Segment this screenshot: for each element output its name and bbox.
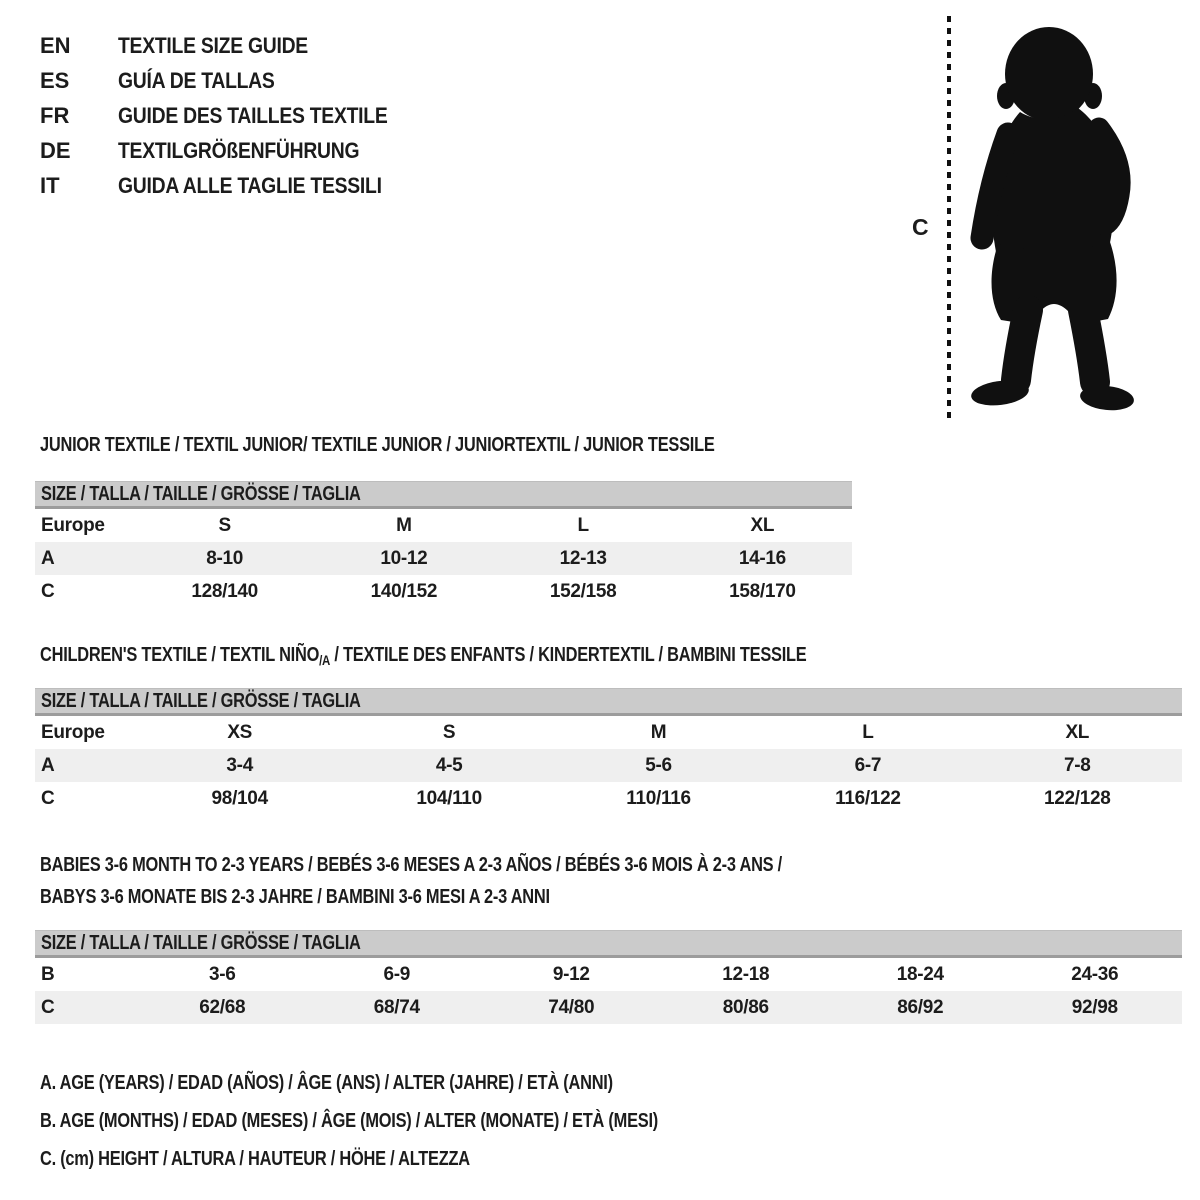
cell-value: 12-18 bbox=[722, 963, 770, 985]
cell-value: 8-10 bbox=[206, 547, 244, 569]
row-label: B bbox=[41, 963, 55, 985]
cell-value: 74/80 bbox=[548, 996, 595, 1018]
size-header-bar bbox=[35, 930, 1182, 958]
language-row bbox=[40, 63, 424, 98]
legend-line-c: C. (cm) HEIGHT / ALTURA / HAUTEUR / HÖHE / ALTEZZA bbox=[40, 1147, 470, 1170]
row-label: C bbox=[41, 580, 55, 602]
children-section-title: CHILDREN'S TEXTILE / TEXTIL $NIÑO_{/A}$ / TEXTILE DES ENFANTS / KINDERTEXTIL / BAMBINI TESSILE bbox=[40, 644, 807, 668]
junior-section-title: JUNIOR TEXTILE / TEXTIL JUNIOR/ TEXTILE JUNIOR / JUNIORTEXTIL / JUNIOR TESSILE bbox=[40, 434, 715, 456]
row-label: A bbox=[41, 547, 55, 569]
column-label: S bbox=[218, 514, 231, 536]
cell-value: 7-8 bbox=[1064, 754, 1091, 776]
column-label: L bbox=[577, 514, 589, 536]
nino-a-subscript: /A bbox=[319, 652, 331, 668]
size-header-bar bbox=[35, 481, 852, 509]
column-label: S bbox=[442, 721, 456, 743]
size-header-label: SIZE / TALLA / TAILLE / GRÖSSE / TAGLIA bbox=[41, 931, 361, 954]
cell-value: 86/92 bbox=[897, 996, 944, 1018]
language-code: IT bbox=[40, 172, 60, 198]
language-title: TEXTILGRÖßENFÜHRUNG bbox=[118, 137, 360, 163]
size-header-label: SIZE / TALLA / TAILLE / GRÖSSE / TAGLIA bbox=[41, 689, 361, 712]
column-label: XL bbox=[750, 514, 775, 536]
cell-value: 152/158 bbox=[549, 580, 617, 602]
cell-value: 24-36 bbox=[1071, 963, 1119, 985]
column-label: M bbox=[650, 721, 667, 743]
age-years-row bbox=[35, 542, 852, 575]
cell-value: 18-24 bbox=[896, 963, 944, 985]
language-code: ES bbox=[40, 67, 70, 93]
row-label: A bbox=[41, 754, 55, 776]
cell-value: 128/140 bbox=[191, 580, 258, 602]
cell-value: 92/98 bbox=[1071, 996, 1118, 1018]
cell-value: 10-12 bbox=[380, 547, 428, 569]
height-cm-row bbox=[35, 782, 1182, 815]
language-code: FR bbox=[40, 102, 70, 128]
legend-line-b: B. AGE (MONTHS) / EDAD (MESES) / ÂGE (MOIS) / ALTER (MONATE) / ETÀ (MESI) bbox=[40, 1109, 658, 1132]
language-code: EN bbox=[40, 32, 71, 58]
cell-value: 62/68 bbox=[199, 996, 246, 1018]
language-row bbox=[40, 28, 424, 63]
language-title: TEXTILE SIZE GUIDE bbox=[118, 32, 308, 58]
language-row bbox=[40, 98, 424, 133]
column-header-row bbox=[35, 716, 1182, 749]
row-label: C bbox=[41, 996, 55, 1018]
height-measure-label: C bbox=[912, 214, 929, 240]
language-title: GUÍA DE TALLAS bbox=[118, 67, 275, 93]
language-title: GUIDA ALLE TAGLIE TESSILI bbox=[118, 172, 382, 198]
size-header-bar bbox=[35, 688, 1182, 716]
cell-value: 158/170 bbox=[729, 580, 796, 602]
cell-value: 116/122 bbox=[835, 787, 901, 809]
height-measure-dashed-line bbox=[947, 16, 951, 418]
row-label: C bbox=[41, 787, 55, 809]
cell-value: 122/128 bbox=[1043, 787, 1111, 809]
column-label: XS bbox=[227, 721, 253, 743]
junior-size-table bbox=[35, 481, 852, 608]
cell-value: 12-13 bbox=[559, 547, 607, 569]
column-label: M bbox=[396, 514, 412, 536]
legend-line-a: A. AGE (YEARS) / EDAD (AÑOS) / ÂGE (ANS) / ALTER (JAHRE) / ETÀ (ANNI) bbox=[40, 1071, 613, 1094]
language-title: GUIDE DES TAILLES TEXTILE bbox=[118, 102, 388, 128]
legend-block bbox=[40, 1064, 794, 1178]
children-size-table bbox=[35, 688, 1182, 815]
language-row bbox=[40, 168, 424, 203]
cell-value: 104/110 bbox=[416, 787, 482, 809]
column-label: XL bbox=[1065, 721, 1090, 743]
language-title-list bbox=[40, 28, 424, 203]
cell-value: 4-5 bbox=[435, 754, 463, 776]
region-label: Europe bbox=[41, 721, 105, 743]
cell-value: 14-16 bbox=[738, 547, 786, 569]
cell-value: 3-4 bbox=[226, 754, 253, 776]
region-label: Europe bbox=[41, 514, 105, 536]
babies-title-line2: BABYS 3-6 MONATE BIS 2-3 JAHRE / BAMBINI 3-6 MESI A 2-3 ANNI bbox=[40, 886, 550, 908]
column-label: L bbox=[862, 721, 874, 743]
cell-value: 98/104 bbox=[211, 787, 268, 809]
cell-value: 68/74 bbox=[373, 996, 420, 1018]
cell-value: 110/116 bbox=[626, 787, 691, 809]
language-code: DE bbox=[40, 137, 71, 163]
height-cm-row bbox=[35, 991, 1182, 1024]
age-years-row bbox=[35, 749, 1182, 782]
cell-value: 6-7 bbox=[854, 754, 882, 776]
toddler-silhouette-icon bbox=[962, 22, 1148, 422]
babies-title-line1: BABIES 3-6 MONTH TO 2-3 YEARS / BEBÉS 3-6 MESES A 2-3 AÑOS / BÉBÉS 3-6 MOIS À 2-3 ANS / bbox=[40, 854, 782, 876]
height-cm-row bbox=[35, 575, 852, 608]
cell-value: 5-6 bbox=[645, 754, 672, 776]
language-row bbox=[40, 133, 424, 168]
cell-value: 6-9 bbox=[383, 963, 411, 985]
cell-value: 80/86 bbox=[722, 996, 769, 1018]
size-header-label: SIZE / TALLA / TAILLE / GRÖSSE / TAGLIA bbox=[41, 482, 361, 505]
babies-section-title bbox=[40, 849, 945, 913]
cell-value: 140/152 bbox=[370, 580, 438, 602]
cell-value: 9-12 bbox=[552, 963, 590, 985]
age-months-row bbox=[35, 958, 1182, 991]
cell-value: 3-6 bbox=[208, 963, 236, 985]
column-header-row bbox=[35, 509, 852, 542]
babies-size-table bbox=[35, 930, 1182, 1024]
